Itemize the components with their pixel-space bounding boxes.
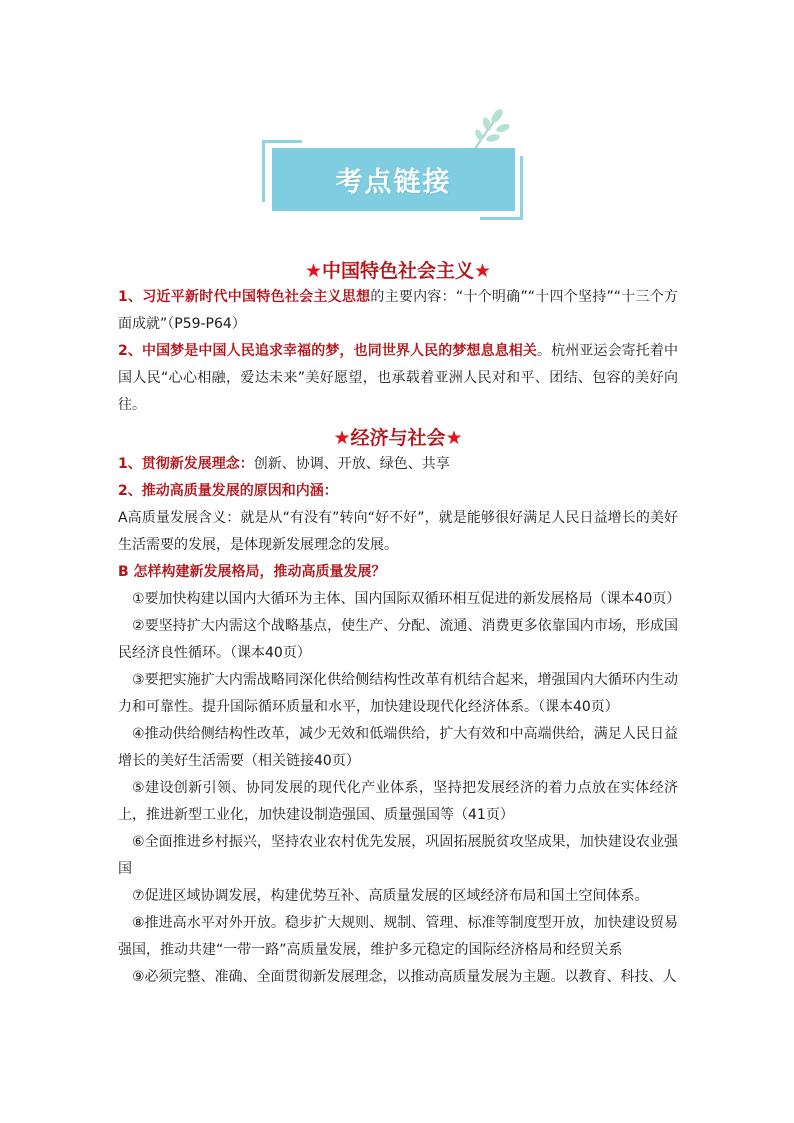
list-item: 1、贯彻新发展理念：创新、协调、开放、绿色、共享 bbox=[118, 456, 450, 472]
banner-frame-bottom bbox=[480, 217, 523, 220]
section-title-economy: ★经济与社会★ bbox=[333, 427, 463, 449]
banner-frame-top bbox=[262, 140, 302, 143]
definition-a: A高质量发展含义：就是从“有没有”转向“好不好”，就是能够很好满足人民日益增长的美好生活需要的发展，是体现新发展理念的发展。 bbox=[118, 510, 678, 553]
list-item: ⑥全面推进乡村振兴，坚持农业农村优先发展，巩固拓展脱贫攻坚成果，加快建设农业强国 bbox=[118, 834, 678, 877]
banner-frame-left bbox=[262, 140, 265, 202]
list-item: ④推动供给侧结构性改革，减少无效和低端供给，扩大有效和中高端供给，满足人民日益增长的美好生活需要（相关链接40页） bbox=[118, 726, 678, 769]
banner-box bbox=[272, 148, 515, 211]
list-item: 2、中国梦是中国人民追求幸福的梦，也同世界人民的梦想息息相关。杭州亚运会寄托着中国人民“心心相融，爱达未来”美好愿望，也承载着亚洲人民对和平、团结、包容的美好向往。 bbox=[118, 343, 679, 413]
list-item: ③要把实施扩大内需战略同深化供给侧结构性改革有机结合起来，增强国内大循环内生动力和可靠性。提升国际循环质量和水平，加快建设现代化经济体系。（课本40页） bbox=[118, 672, 678, 715]
banner-title: 考点链接 bbox=[335, 167, 452, 198]
star-icon: ★ bbox=[304, 260, 322, 282]
section-banner bbox=[262, 108, 532, 218]
list-item: ⑤建设创新引领、协同发展的现代化产业体系，坚持把发展经济的着力点放在实体经济上，推进新型工业化，加快建设制造强国、质量强国等（41页） bbox=[118, 780, 678, 823]
list-item: 2、推动高质量发展的原因和内涵： bbox=[118, 483, 338, 499]
document-content bbox=[118, 258, 681, 991]
banner-frame-right bbox=[520, 156, 523, 220]
list-item: ⑦促进区域协调发展，构建优势互补、高质量发展的区域经济布局和国土空间体系。 bbox=[132, 888, 649, 904]
star-icon: ★ bbox=[445, 427, 463, 449]
list-item: ⑨必须完整、准确、全面贯彻新发展理念，以推动高质量发展为主题。以教育、科技、人 bbox=[132, 969, 677, 985]
list-item: 1、习近平新时代中国特色社会主义思想的主要内容：“十个明确”“十四个坚持”“十三个方面成就”（P59-P64） bbox=[118, 289, 679, 332]
star-icon: ★ bbox=[474, 260, 492, 282]
list-item: ①要加快构建以国内大循环为主体、国内国际双循环相互促进的新发展格局（课本40页） bbox=[132, 591, 681, 607]
list-item: ②要坚持扩大内需这个战略基点，使生产、分配、流通、消费更多依靠国内市场，形成国民经济良性循环。（课本40页） bbox=[118, 618, 678, 661]
star-icon: ★ bbox=[333, 427, 351, 449]
list-item: ⑧推进高水平对外开放。稳步扩大规则、规制、管理、标准等制度型开放，加快建设贸易强国，推动共建“一带一路”高质量发展，维护多元稳定的国际经济格局和经贸关系 bbox=[118, 915, 678, 958]
question-b: B 怎样构建新发展格局，推动高质量发展？ bbox=[118, 564, 386, 580]
section-title-socialism: ★中国特色社会主义★ bbox=[304, 260, 492, 282]
